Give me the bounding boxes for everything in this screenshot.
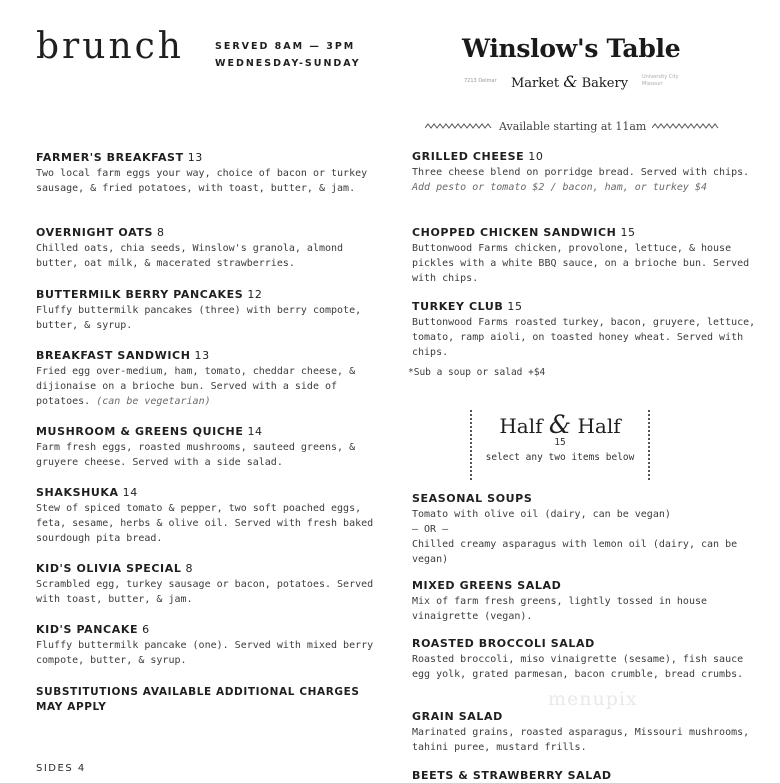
menu-item: [36, 562, 381, 607]
menu-item: [412, 300, 762, 360]
logo-sub-amp: &: [563, 72, 578, 91]
page-title: brunch: [36, 26, 184, 67]
item-description: Stew of spiced tomato & pepper, two soft poached eggs, feta, sesame, herbs & olive oil. Served with fresh baked sourdough pita bread.: [36, 503, 374, 544]
item-name: MIXED GREENS SALAD: [412, 579, 562, 592]
item-price: 6: [142, 623, 150, 636]
watermark: menupix: [548, 688, 638, 710]
sides-heading: SIDES 4: [36, 763, 86, 774]
item-price: 8: [185, 562, 194, 575]
logo-sub-bakery: Bakery: [581, 76, 629, 91]
hours-line-1: SERVED 8AM — 3PM: [215, 41, 356, 52]
item-description: Mix of farm fresh greens, lightly tossed in house vinaigrette (vegan).: [412, 596, 708, 622]
logo-location: University City Missouri: [642, 74, 679, 87]
item-description: Chilled oats, chia seeds, Winslow's granola, almond butter, oat milk, & macerated strawberries.: [36, 243, 344, 269]
item-name: FARMER'S BREAKFAST 13: [36, 151, 203, 164]
menu-item: [412, 226, 762, 286]
restaurant-logo: Winslow's Table: [462, 34, 681, 63]
item-description: Three cheese blend on porridge bread. Served with chips. Add pesto or tomato $2 / bacon, ham, or turkey $4: [412, 167, 750, 193]
substitutions-note: SUBSTITUTIONS AVAILABLE ADDITIONAL CHARGES MAY APPLY: [36, 686, 360, 713]
item-description: Buttonwood Farms roasted turkey, bacon, gruyere, lettuce, tomato, ramp aioli, on toasted honey wheat. Served with chips.: [412, 317, 756, 358]
item-note: (can be vegetarian): [96, 396, 211, 407]
item-description: Farm fresh eggs, roasted mushrooms, sauteed greens, & gruyere cheese. Served with a side salad.: [36, 442, 356, 468]
item-price: 10: [528, 150, 544, 163]
menu-item: [36, 425, 381, 470]
item-price: 14: [122, 486, 138, 499]
zigzag-left-ornament: [425, 122, 493, 130]
item-name: GRAIN SALAD: [412, 710, 503, 723]
item-price: 13: [194, 349, 210, 362]
item-price: 14: [247, 425, 263, 438]
logo-subtitle: [511, 72, 628, 91]
item-description: Fried egg over-medium, ham, tomato, cheddar cheese, & dijionaise on a brioche bun. Served with a side of potatoes. (can be vegetarian): [36, 366, 356, 407]
item-description: Tomato with olive oil (dairy, can be vegan) — OR — Chilled creamy asparagus with lemon oil (dairy, can be vegan): [412, 507, 762, 567]
item-name: CHOPPED CHICKEN SANDWICH 15: [412, 226, 636, 239]
availability-text: Available starting at 11am: [499, 119, 647, 133]
half-and-half-subtitle: select any two items below: [485, 452, 635, 463]
menu-item: [36, 288, 381, 333]
item-description: Fluffy buttermilk pancake (one). Served with mixed berry compote, butter, & syrup.: [36, 640, 374, 666]
menu-item: [412, 579, 762, 624]
item-name: MUSHROOM & GREENS QUICHE 14: [36, 425, 263, 438]
item-name: SHAKSHUKA 14: [36, 486, 138, 499]
menu-item: [36, 349, 381, 409]
item-name: SEASONAL SOUPS: [412, 492, 533, 505]
item-name: BEETS & STRAWBERRY SALAD: [412, 769, 612, 782]
or-separator: — OR —: [412, 524, 449, 535]
item-description: Two local farm eggs your way, choice of bacon or turkey sausage, & fried potatoes, with toast, butter, & jam.: [36, 168, 368, 194]
item-note: Add pesto or tomato $2 / bacon, ham, or turkey $4: [412, 182, 708, 193]
item-name: TURKEY CLUB 15: [412, 300, 523, 313]
item-price: 12: [247, 288, 263, 301]
menu-item: [36, 486, 381, 546]
menu-item: [412, 492, 762, 567]
menu-item: [412, 150, 762, 195]
item-price: 8: [156, 226, 165, 239]
item-description: Marinated grains, roasted asparagus, Missouri mushrooms, tahini puree, mustard frills.: [412, 727, 750, 753]
item-description: Buttonwood Farms chicken, provolone, lettuce, & house pickles with a white BBQ sauce, on a brioche bun. Served with chips.: [412, 243, 750, 284]
availability-banner: [425, 118, 757, 134]
menu-item: [412, 710, 762, 755]
logo-sub-market: Market: [511, 76, 560, 91]
half-and-half-title: Half & Half: [499, 410, 621, 439]
item-name: KID'S OLIVIA SPECIAL 8: [36, 562, 194, 575]
sub-soup-note: *Sub a soup or salad +$4: [408, 367, 546, 378]
half-and-half-price: 15: [554, 437, 566, 448]
menu-item: [412, 637, 762, 682]
logo-address: 7213 Delmar: [464, 78, 497, 84]
item-name: ROASTED BROCCOLI SALAD: [412, 637, 595, 650]
item-name: GRILLED CHEESE 10: [412, 150, 544, 163]
menu-item: [412, 769, 762, 783]
item-description: Fluffy buttermilk pancakes (three) with berry compote, butter, & syrup.: [36, 305, 362, 331]
half-and-half-box: [470, 410, 650, 480]
item-price: 15: [507, 300, 523, 313]
hours-line-2: WEDNESDAY-SUNDAY: [215, 58, 361, 69]
item-name: BREAKFAST SANDWICH 13: [36, 349, 210, 362]
menu-item: [36, 226, 381, 271]
item-name: OVERNIGHT OATS 8: [36, 226, 165, 239]
item-description: Roasted broccoli, miso vinaigrette (sesame), fish sauce egg yolk, grated parmesan, bacon crumble, bread crumbs.: [412, 654, 744, 680]
item-description: Scrambled egg, turkey sausage or bacon, potatoes. Served with toast, butter, & jam.: [36, 579, 374, 605]
menu-item: [36, 151, 381, 196]
item-price: 13: [187, 151, 203, 164]
item-name: KID'S PANCAKE 6: [36, 623, 150, 636]
item-name: BUTTERMILK BERRY PANCAKES 12: [36, 288, 263, 301]
item-price: 15: [620, 226, 636, 239]
zigzag-right-ornament: [652, 122, 720, 130]
menu-item: [36, 623, 381, 668]
